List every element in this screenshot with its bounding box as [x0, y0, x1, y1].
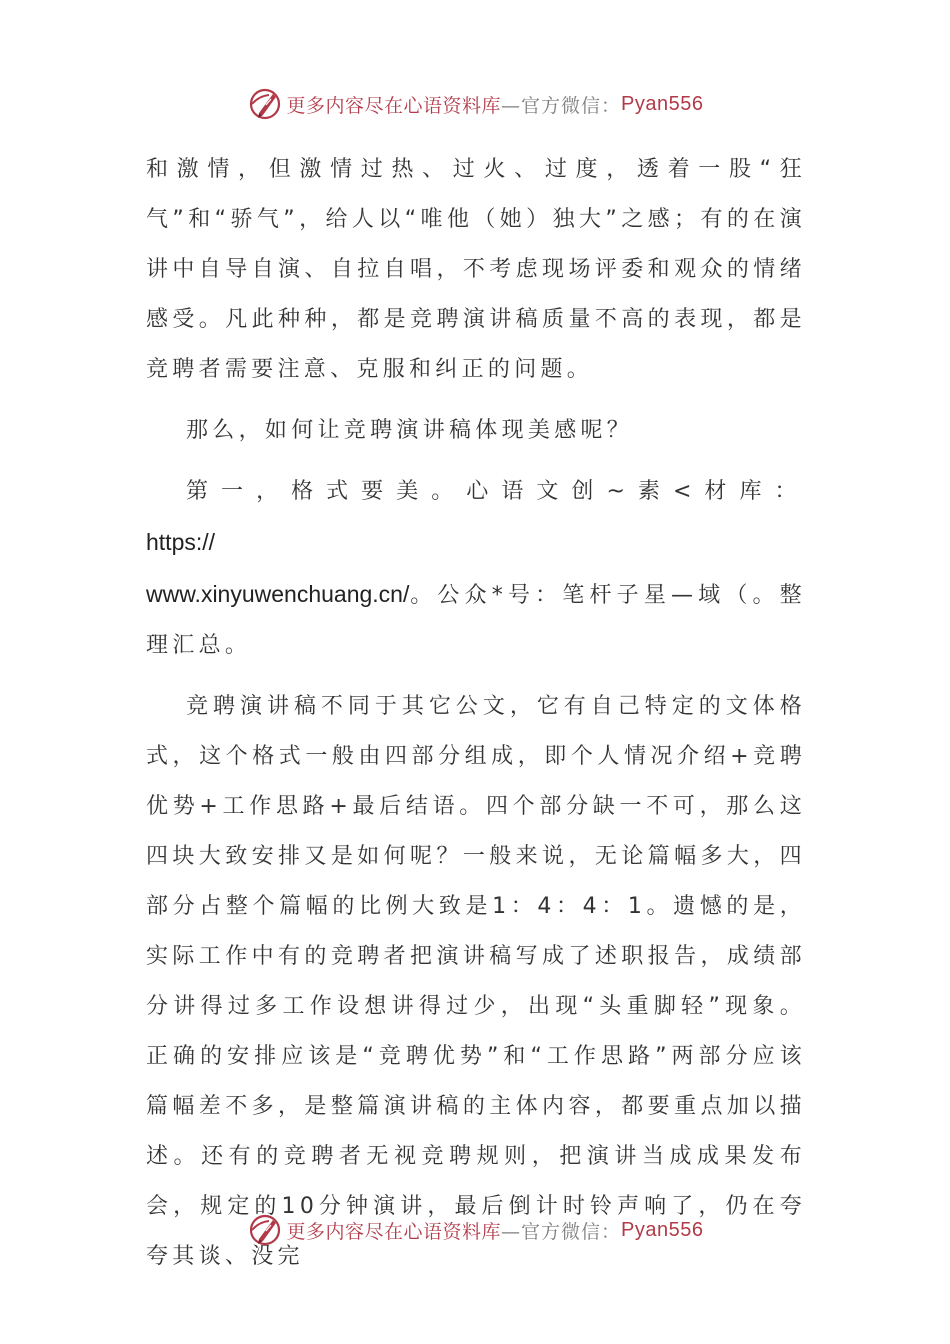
pen-nib-logo-icon [247, 86, 283, 122]
paragraph-question: 那么，如何让竞聘演讲稿体现美感呢？ [186, 418, 634, 443]
header-wechat-id: Pyan556 [621, 92, 704, 115]
header-banner [0, 82, 950, 126]
paragraph-continuation: 和激情，但激情过热、过火、过度，透着一股“狂气”和“骄气”，给人以“唯他（她）独大”之感；有的在演讲中自导自演、自拉自唱，不考虑现场评委和观众的情绪感受。凡此种种，都是竞聘演讲稿质量不高的表现，都是竞聘者需要注意、克服和纠正的问题。 [146, 157, 806, 382]
section-format-heading [146, 467, 806, 671]
section-after-url: 。公众*号：笔杆子星—域（。整理汇总。 [146, 583, 806, 658]
paragraph-format-body: 竞聘演讲稿不同于其它公文，它有自己特定的文体格式，这个格式一般由四部分组成，即个人情况介绍+竞聘优势+工作思路+最后结语。四个部分缺一不可，那么这四块大致安排又是如何呢？一般来说，无论篇幅多大，四部分占整个篇幅的比例大致是1：4：4：1。遗憾的是，实际工作中有的竞聘者把演讲稿写成了述职报告，成绩部分讲得过多工作设想讲得过少，出现“头重脚轻”现象。正确的安排应该是“竞聘优势”和“工作思路”两部分应该篇幅差不多，是整篇演讲稿的主体内容，都要重点加以描述。还有的竞聘者无视竞聘规则，把演讲当成成果发布会，规定的10分钟演讲，最后倒计时铃声响了，仍在夸夸其谈、没完 [146, 694, 806, 1269]
header-title: 更多内容尽在心语资料库 [286, 94, 502, 117]
footer-wechat-label: —官方微信： [501, 1220, 622, 1243]
header-wechat-label: —官方微信： [501, 94, 622, 117]
url-domain: www.xinyuwenchuang.cn/ [146, 581, 410, 607]
url-scheme: https:// [146, 529, 216, 555]
footer-wechat-id: Pyan556 [621, 1218, 704, 1241]
document-body [146, 145, 806, 1282]
pen-nib-logo-icon [247, 1212, 283, 1248]
section-lead: 第一，格式要美。心语文创~素<材库： [186, 479, 806, 504]
footer-title: 更多内容尽在心语资料库 [286, 1220, 502, 1243]
footer-banner [0, 1208, 950, 1252]
